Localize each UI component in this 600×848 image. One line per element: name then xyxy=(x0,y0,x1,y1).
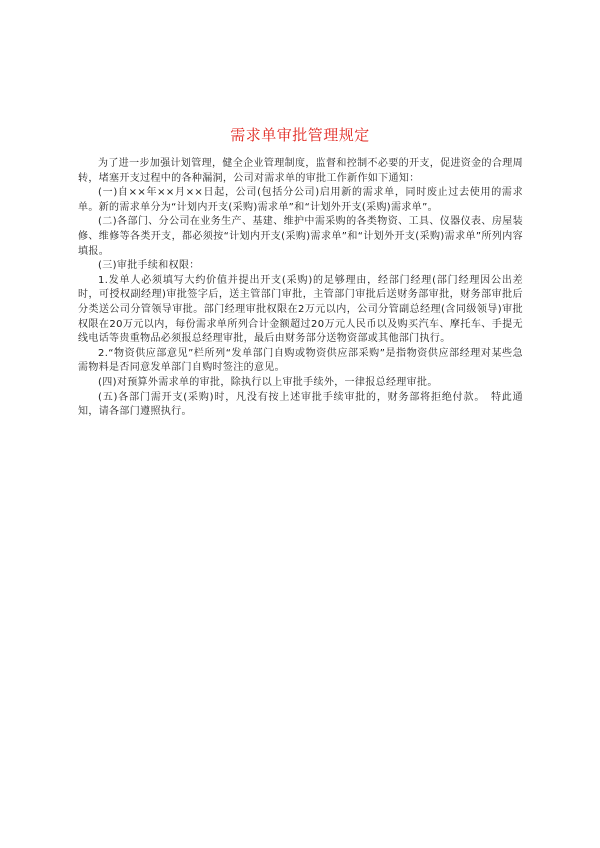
paragraph-item-3-heading: (三)审批手续和权限： xyxy=(98,260,200,272)
paragraph-item-3-1: 1.发单人必须填写大约价值并提出开支(采购)的足够理由，经部门经理(部门经理因公出差时，可授权副经理)审批签字后，送主管部门审批，主管部门审批后送财务部审批，财务部审批后分类送公司分管领导审批。部门经理审批权限在2万元以内，公司分管副总经理(含同级领导)审批权限在20万元以内，每份需求单所列合计金额超过20万元人民币以及购买汽车、摩托车、手提无线电话等贵重物品必须报总经理审批，最后由财务部分送物资部或其他部门执行。 xyxy=(78,274,523,345)
document-body xyxy=(78,157,523,420)
paragraph-item-4: (四)对预算外需求单的审批，除执行以上审批手续外，一律报总经理审批。 xyxy=(98,376,438,388)
paragraph-item-3-2: 2.“物资供应部意见”栏所列“发单部门自购或物资供应部采购”是指物资供应部经理对某些急需物料是否同意发单部门自购时签注的意见。 xyxy=(78,347,523,374)
paragraph-item-2: (二)各部门、分公司在业务生产、基建、维护中需采购的各类物资、工具、仪器仪表、房屋装修、维修等各类开支，都必须按“计划内开支(采购)需求单”和“计划外开支(采购)需求单”所列内容填报。 xyxy=(78,216,523,257)
paragraph-item-1: (一)自××年××月××日起，公司(包括分公司)启用新的需求单，同时废止过去使用的需求单。新的需求单分为“计划内开支(采购)需求单”和“计划外开支(采购)需求单”。 xyxy=(78,187,523,213)
document-title: 需求单审批管理规定 xyxy=(230,126,370,144)
paragraph-intro: 为了进一步加强计划管理，健全企业管理制度，监督和控制不必要的开支，促进资金的合理周转，堵塞开支过程中的各种漏洞，公司对需求单的审批工作新作如下通知： xyxy=(78,158,523,184)
paragraph-item-5: (五)各部门需开支(采购)时，凡没有按上述审批手续审批的，财务部将拒绝付款。 特此通知，请各部门遵照执行。 xyxy=(78,391,523,418)
